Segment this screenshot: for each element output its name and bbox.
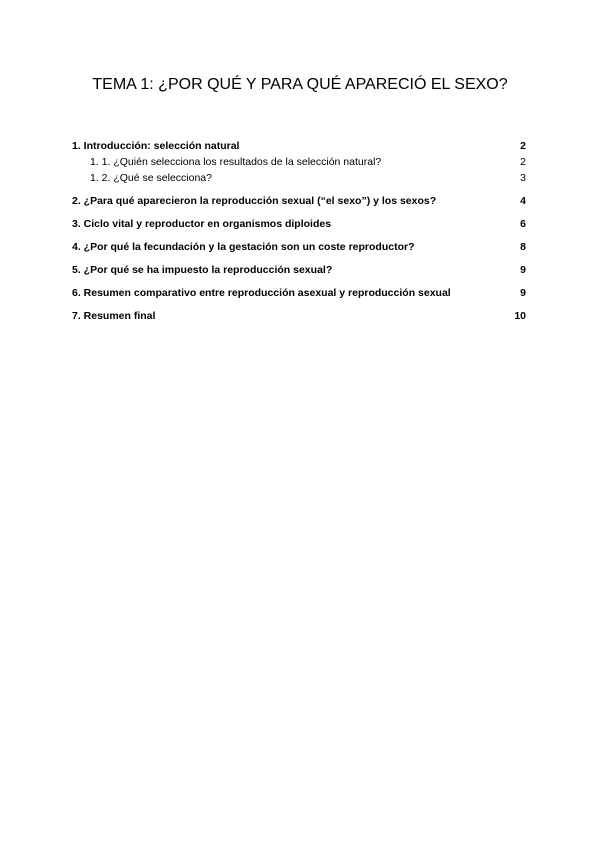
toc-entry-3[interactable] (72, 218, 526, 231)
toc-entry-label: 5. ¿Por qué se ha impuesto la reproducción sexual? (72, 264, 333, 276)
toc-entry-page: 10 (514, 310, 526, 322)
toc-entry-5[interactable] (72, 264, 526, 277)
toc-entry-page: 3 (520, 172, 526, 184)
toc-entry-6[interactable] (72, 287, 526, 300)
toc-entry-1[interactable] (72, 140, 526, 153)
toc-entry-1-2[interactable] (72, 172, 526, 185)
toc-entry-page: 2 (520, 156, 526, 168)
toc-entry-page: 4 (520, 195, 526, 207)
toc-entry-label: 7. Resumen final (72, 310, 156, 322)
toc-entry-label: 4. ¿Por qué la fecundación y la gestación son un coste reproductor? (72, 241, 415, 253)
toc-entry-1-1[interactable] (72, 156, 526, 169)
toc-entry-label: 6. Resumen comparativo entre reproducción asexual y reproducción sexual (72, 287, 451, 299)
toc-entry-label: 1. 1. ¿Quién selecciona los resultados de la selección natural? (90, 156, 382, 168)
toc-entry-2[interactable] (72, 195, 526, 208)
toc-entry-label: 1. 2. ¿Qué se selecciona? (90, 172, 212, 184)
document-title: TEMA 1: ¿POR QUÉ Y PARA QUÉ APARECIÓ EL SEXO? (92, 76, 508, 93)
toc-entry-page: 9 (520, 287, 526, 299)
toc-entry-label: 2. ¿Para qué aparecieron la reproducción sexual (“el sexo”) y los sexos? (72, 195, 437, 207)
toc-entry-4[interactable] (72, 241, 526, 254)
table-of-contents (72, 140, 526, 323)
toc-entry-page: 9 (520, 264, 526, 276)
toc-entry-page: 8 (520, 241, 526, 253)
toc-entry-page: 2 (520, 140, 526, 152)
toc-entry-label: 3. Ciclo vital y reproductor en organismos diploides (72, 218, 332, 230)
toc-entry-label: 1. Introducción: selección natural (72, 140, 240, 152)
toc-entry-7[interactable] (72, 310, 526, 323)
toc-entry-page: 6 (520, 218, 526, 230)
